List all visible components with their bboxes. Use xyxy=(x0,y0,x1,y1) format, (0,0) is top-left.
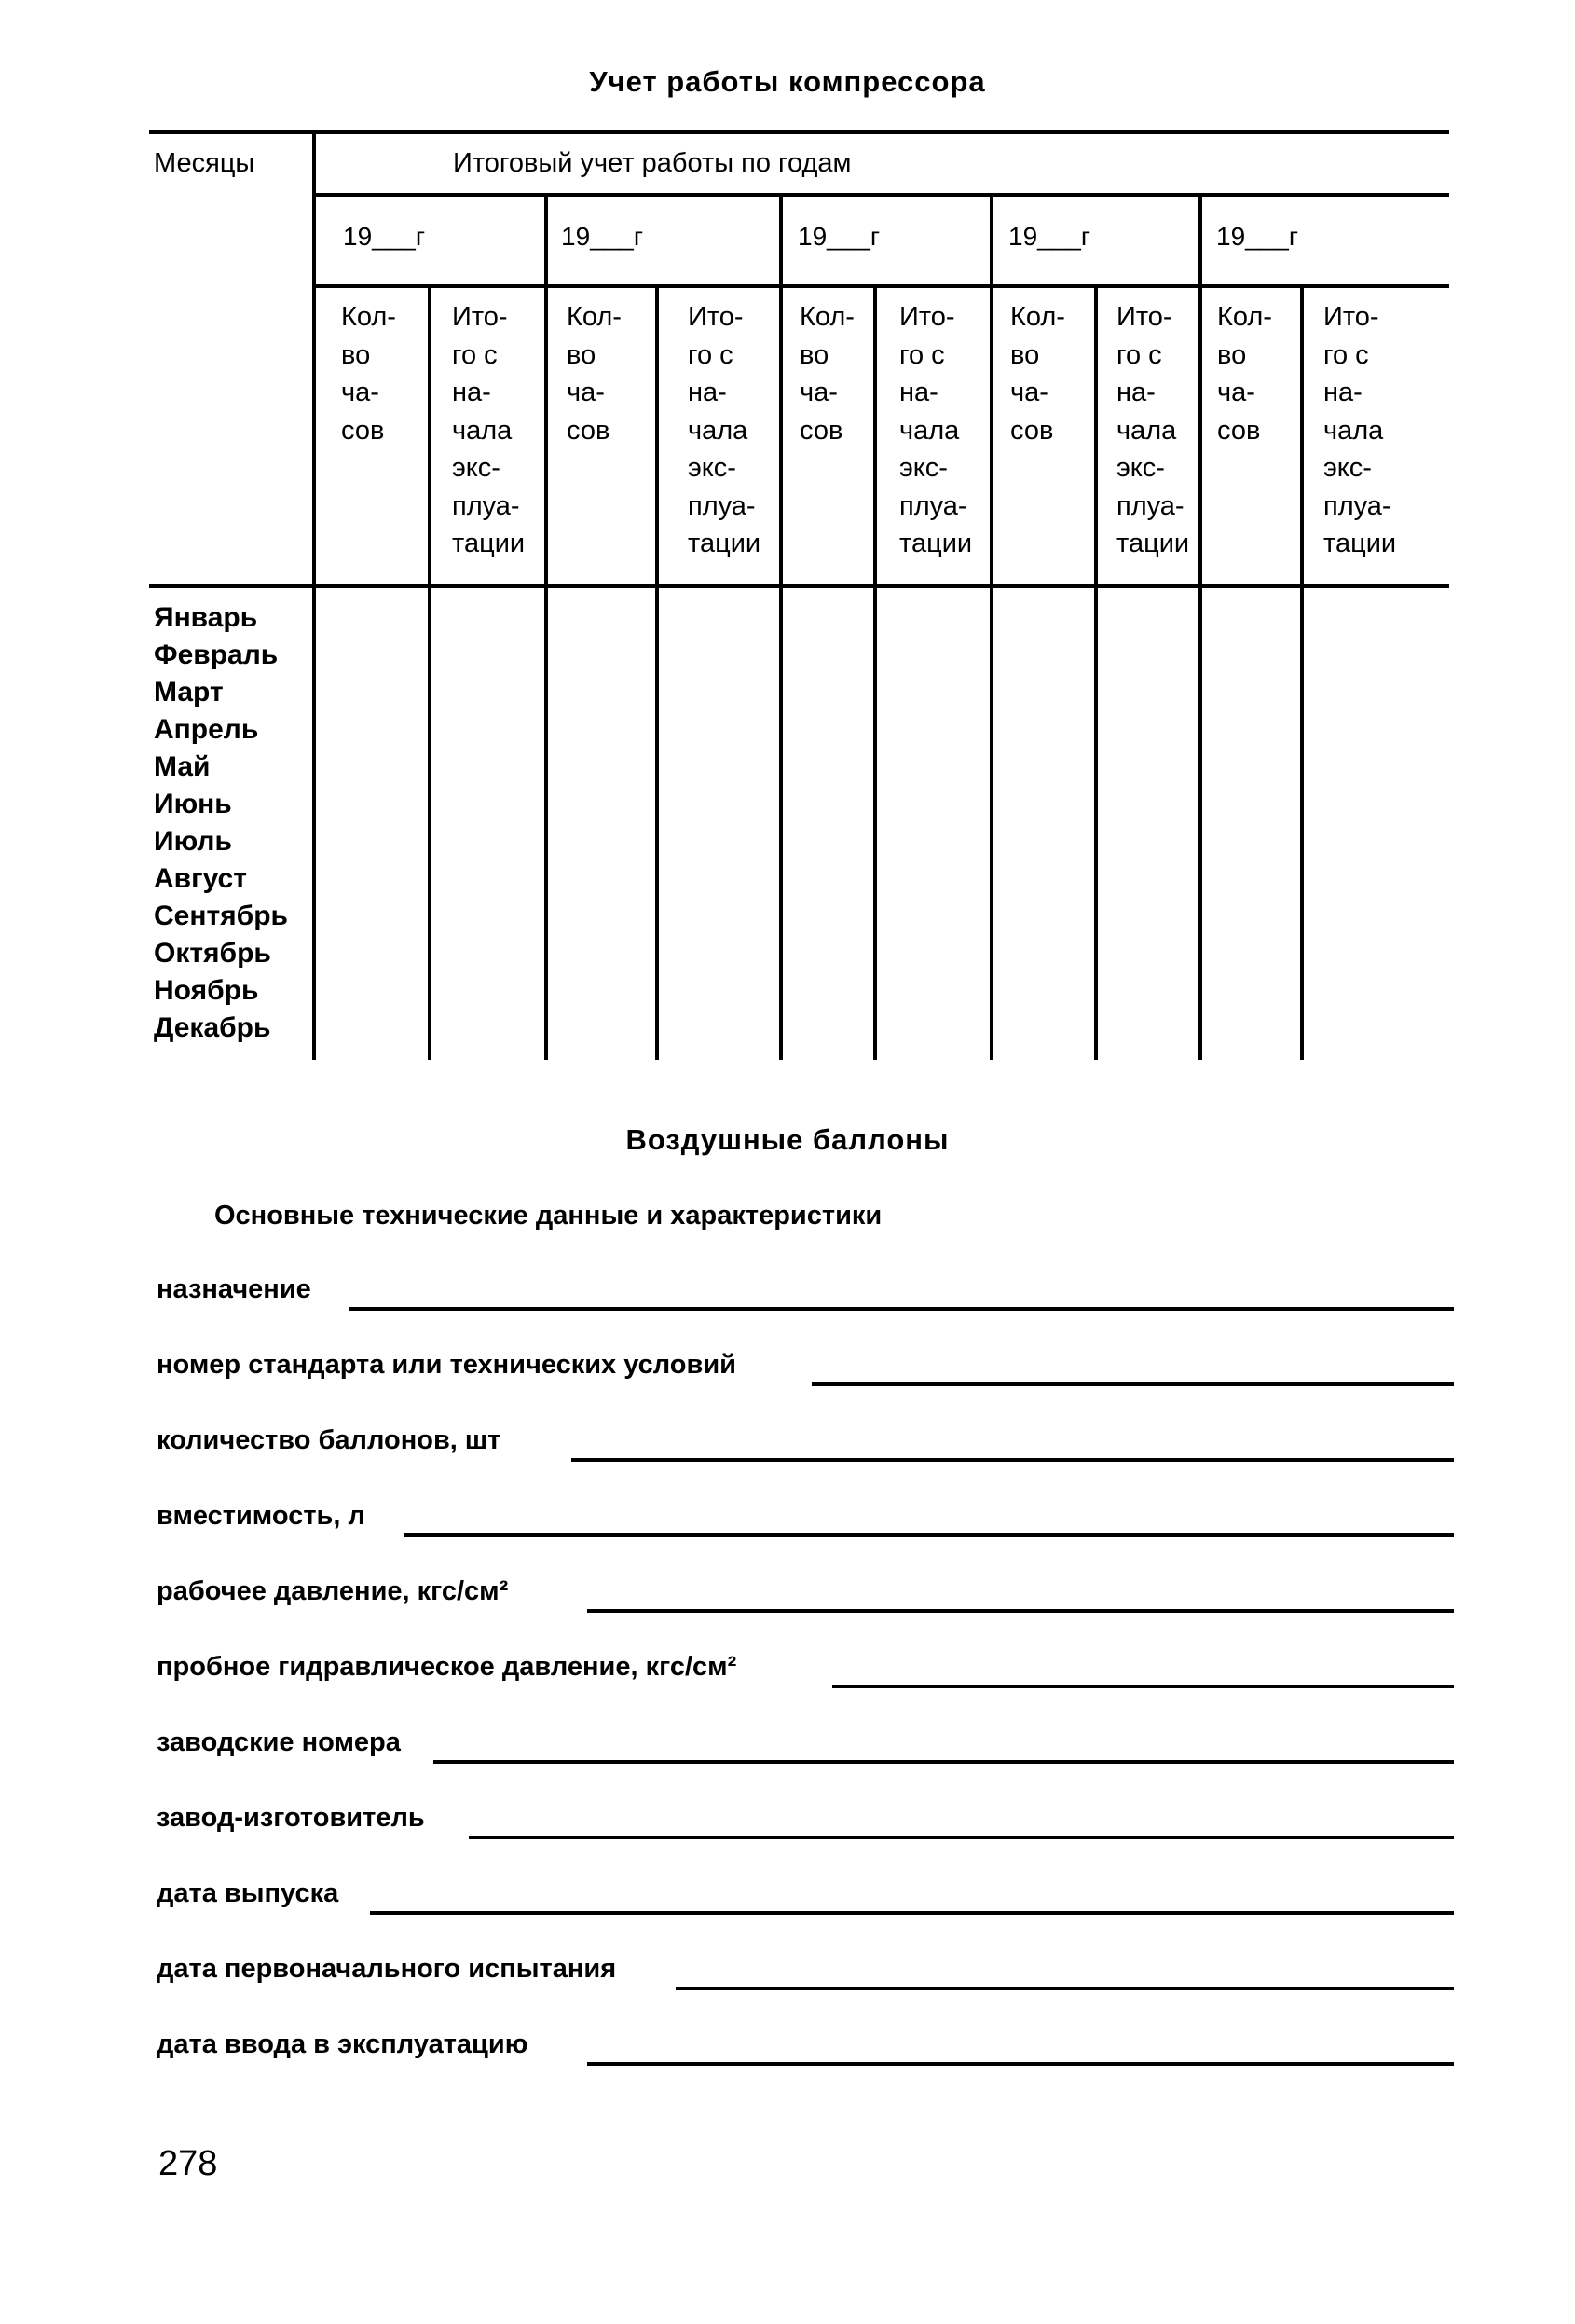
field-label: дата выпуска xyxy=(157,1878,339,1908)
header-bottom-rule xyxy=(149,584,1449,588)
month-label: Март xyxy=(154,677,224,708)
cumulative-header: Ито- го с на- чала экс- плуа- тации xyxy=(899,302,973,558)
month-label: Ноябрь xyxy=(154,975,259,1006)
cumulative-header: Ито- го с на- чала экс- плуа- тации xyxy=(1323,302,1397,558)
fill-in-line[interactable] xyxy=(812,1382,1454,1386)
year-label: 19___г xyxy=(561,222,644,251)
month-label: Август xyxy=(154,863,247,894)
field-working-pressure xyxy=(157,1572,1454,1613)
cumulative-header: Ито- го с на- чала экс- плуа- тации xyxy=(1116,302,1190,558)
year-label: 19___г xyxy=(798,222,881,251)
field-serial-numbers xyxy=(157,1723,1454,1764)
fill-in-line[interactable] xyxy=(370,1911,1454,1915)
hours-header: Кол- во ча- сов xyxy=(1010,302,1065,446)
year-label: 19___г xyxy=(343,222,426,251)
field-initial-test-date xyxy=(157,1949,1454,1990)
field-label: вместимость, л xyxy=(157,1501,365,1531)
field-label: номер стандарта или технических условий xyxy=(157,1350,736,1380)
hours-header: Кол- во ча- сов xyxy=(1217,302,1272,446)
field-label: назначение xyxy=(157,1274,311,1304)
section-subtitle: Основные технические данные и характеристики xyxy=(214,1201,883,1231)
fill-in-line[interactable] xyxy=(469,1836,1454,1839)
year-label: 19___г xyxy=(1216,222,1299,251)
field-release-date xyxy=(157,1874,1454,1915)
month-label: Октябрь xyxy=(154,938,271,969)
month-label: Июль xyxy=(154,826,232,857)
fill-in-line[interactable] xyxy=(433,1760,1454,1764)
field-label: рабочее давление, кгс/см² xyxy=(157,1576,509,1606)
section-title: Воздушные баллоны xyxy=(625,1123,950,1156)
fill-in-line[interactable] xyxy=(676,1987,1454,1990)
month-label: Февраль xyxy=(154,639,279,670)
field-label: дата первоначального испытания xyxy=(157,1954,617,1984)
month-label: Декабрь xyxy=(154,1012,271,1043)
header-rule-2 xyxy=(314,284,1449,288)
table-top-rule xyxy=(149,130,1449,134)
fill-in-line[interactable] xyxy=(349,1307,1454,1311)
page-number: 278 xyxy=(158,2144,218,2183)
fill-in-line[interactable] xyxy=(571,1458,1454,1462)
field-commissioning-date xyxy=(157,2025,1454,2066)
field-capacity xyxy=(157,1496,1454,1537)
month-list xyxy=(154,599,288,1047)
field-label: количество баллонов, шт xyxy=(157,1425,501,1455)
cumulative-header: Ито- го с на- чала экс- плуа- тации xyxy=(452,302,526,558)
field-test-pressure xyxy=(157,1647,1454,1688)
col-divider xyxy=(312,130,316,1060)
field-label: дата ввода в эксплуатацию xyxy=(157,2029,528,2059)
fill-in-line[interactable] xyxy=(832,1685,1454,1688)
month-label: Январь xyxy=(154,602,258,633)
table-title: Учет работы компрессора xyxy=(589,65,986,98)
year-label: 19___г xyxy=(1008,222,1091,251)
fill-in-line[interactable] xyxy=(587,1609,1454,1613)
hours-header: Кол- во ча- сов xyxy=(800,302,855,446)
fill-in-line[interactable] xyxy=(587,2062,1454,2066)
total-header: Итоговый учет работы по годам xyxy=(453,148,852,178)
field-cylinder-count xyxy=(157,1421,1454,1462)
field-standard-number xyxy=(157,1345,1454,1386)
fill-in-line[interactable] xyxy=(404,1533,1454,1537)
month-label: Май xyxy=(154,751,211,782)
header-rule-1 xyxy=(314,193,1449,197)
month-label: Июнь xyxy=(154,789,232,819)
months-header: Месяцы xyxy=(154,148,255,178)
field-purpose xyxy=(157,1270,1454,1311)
hours-header: Кол- во ча- сов xyxy=(567,302,622,446)
cumulative-header: Ито- го с на- чала экс- плуа- тации xyxy=(688,302,761,558)
month-label: Апрель xyxy=(154,714,259,745)
hours-header: Кол- во ча- сов xyxy=(341,302,396,446)
field-label: завод-изготовитель xyxy=(157,1803,425,1833)
field-label: заводские номера xyxy=(157,1727,401,1757)
field-label: пробное гидравлическое давление, кгс/см² xyxy=(157,1652,737,1682)
month-label: Сентябрь xyxy=(154,901,288,931)
field-manufacturer xyxy=(157,1798,1454,1839)
